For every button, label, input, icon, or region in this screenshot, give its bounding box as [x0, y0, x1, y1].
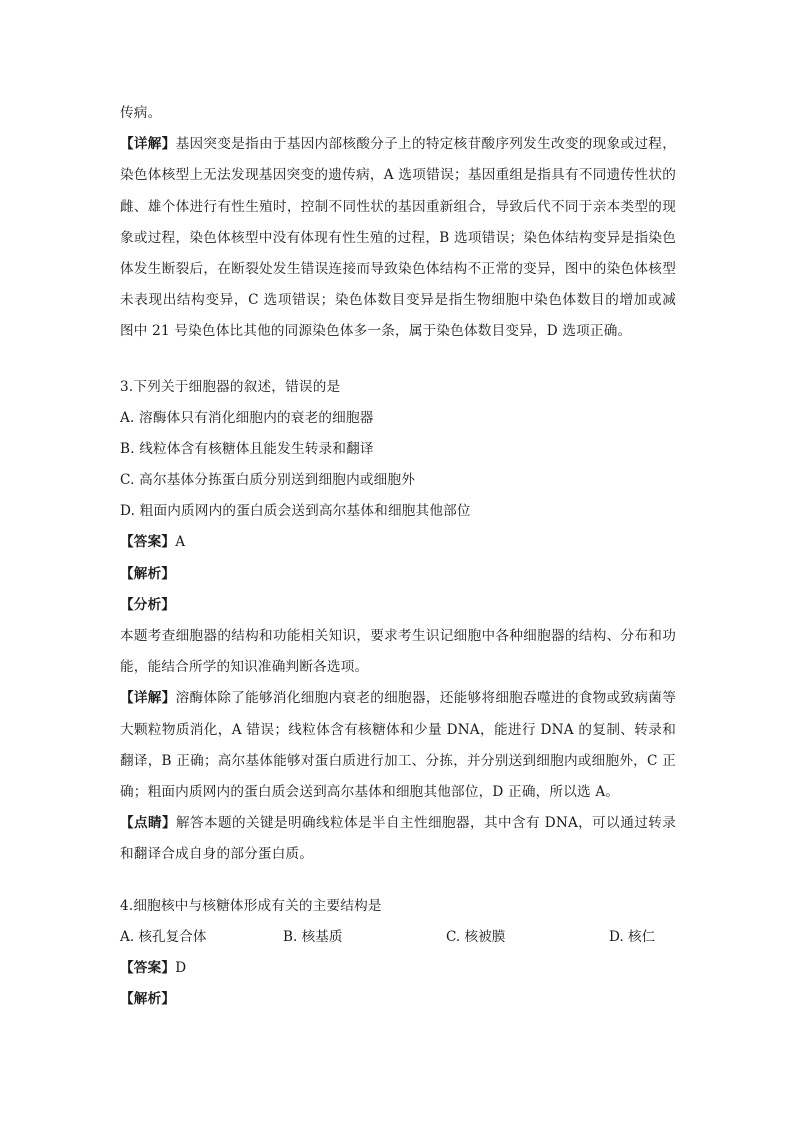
question-4-options [120, 922, 676, 953]
answer-tag: 【答案】 [120, 959, 176, 976]
text-line: 雌、雄个体进行有性生殖时，控制不同性状的基因重新组合，导致后代不同于亲本类型的现 [120, 198, 676, 215]
question-3-option-c: C. 高尔基体分拣蛋白质分别送到细胞内或细胞外 [120, 472, 416, 489]
spacer [120, 871, 676, 891]
detail-tag: 【详解】 [120, 690, 176, 707]
dianjing-tag: 【点睛】 [120, 815, 177, 832]
dianjing-paragraph-line [120, 808, 676, 839]
text-line: 象或过程，染色体核型中没有体现有性生殖的过程，B 选项错误；染色体结构变异是指染色 [120, 229, 676, 246]
text-line: 染色体核型上无法发现基因突变的遗传病，A 选项错误；基因重组是指具有不同遗传性状的 [120, 167, 676, 184]
text-span: 基因突变是指由于基因内部核酸分子上的特定核苷酸序列发生改变的现象或过程， [175, 136, 676, 153]
detail-line: 确；粗面内质网内的蛋白质会送到高尔基体和细胞其他部位，D 正确，所以选 A。 [120, 783, 620, 800]
spacer [120, 348, 676, 372]
text-span: 解答本题的关键是明确线粒体是半自主性细胞器，其中含有 DNA，可以通过转录 [176, 815, 676, 832]
detail-line: 大颗粒物质消化，A 错误；线粒体含有核糖体和少量 DNA，能进行 DNA 的复制、转录和 [120, 721, 676, 738]
answer-value: A [175, 534, 186, 551]
question-3-option-a: A. 溶酶体只有消化细胞内的衰老的细胞器 [120, 409, 374, 426]
question-4-option-b: B. 核基质 [283, 928, 343, 945]
fenxi-line: 能，能结合所学的知识准确判断各选项。 [120, 659, 369, 676]
detail-paragraph-line [120, 129, 676, 160]
question-3-option-d: D. 粗面内质网内的蛋白质会送到高尔基体和细胞其他部位 [120, 503, 471, 520]
text-line: 图中 21 号染色体比其他的同源染色体多一条，属于染色体数目变异，D 选项正确。 [120, 323, 632, 340]
question-3-option-b: B. 线粒体含有核糖体且能发生转录和翻译 [120, 440, 374, 457]
text-line: 传病。 [120, 105, 162, 121]
text-line: 未表现出结构变异，C 选项错误；染色体数目变异是指生物细胞中染色体数目的增加或减 [120, 292, 676, 309]
analysis-tag: 【解析】 [120, 565, 176, 582]
fenxi-tag: 【分析】 [120, 596, 176, 613]
text-span: 溶酶体除了能够消化细胞内衰老的细胞器，还能够将细胞吞噬进的食物或致病菌等 [175, 690, 676, 707]
question-4-option-a: A. 核孔复合体 [120, 928, 207, 945]
dianjing-line: 和翻译合成自身的部分蛋白质。 [120, 846, 314, 863]
document-page [120, 98, 676, 1015]
answer-value: D [175, 959, 187, 976]
question-3-stem: 3.下列关于细胞器的叙述，错误的是 [120, 378, 341, 395]
question-4-option-c: C. 核被膜 [446, 928, 506, 945]
detail-paragraph-line [120, 683, 676, 714]
detail-line: 翻译，B 正确；高尔基体能够对蛋白质进行加工、分拣，并分别送到细胞内或细胞外，C 正 [120, 752, 676, 769]
question-4-option-d: D. 核仁 [609, 928, 656, 945]
detail-tag: 【详解】 [120, 136, 176, 153]
question-4-answer [120, 953, 676, 984]
analysis-tag: 【解析】 [120, 991, 176, 1008]
answer-tag: 【答案】 [120, 534, 176, 551]
question-4-stem: 4.细胞核中与核糖体形成有关的主要结构是 [120, 897, 382, 914]
question-3-answer [120, 527, 676, 558]
text-line: 体发生断裂后，在断裂处发生错误连接而导致染色体结构不正常的变异，图中的染色体核型 [120, 260, 676, 277]
fenxi-line: 本题考查细胞器的结构和功能相关知识，要求考生识记细胞中各种细胞器的结构、分布和功 [120, 628, 676, 644]
